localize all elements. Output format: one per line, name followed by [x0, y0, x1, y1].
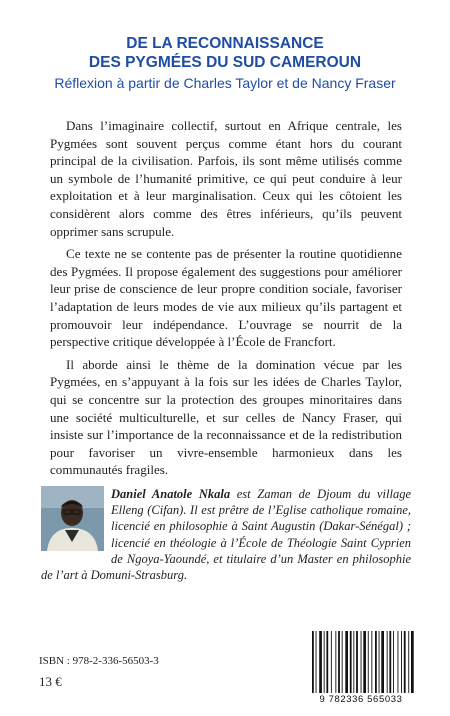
author-photo [41, 486, 104, 551]
summary-paragraph-2: Ce texte ne se contente pas de présenter la routine quotidienne des Pygmées. Il propose également des suggestions pour améliorer leur prise de conscience de leur propre condition sociale, favoriser l’adaptation de leurs modes de vie aux milieux qu’ils partagent et promouvoir leur indépendance. L’ouvrage se nourrit de la perspective critique développée à l’École de Francfort. [50, 246, 402, 350]
book-subtitle: Réflexion à partir de Charles Taylor et de Nancy Fraser [54, 75, 396, 91]
barcode-digits: 9 782336 565033 [319, 694, 403, 705]
summary-text [50, 117, 402, 484]
isbn: ISBN : 978-2-336-56503-3 [39, 655, 159, 667]
author-name: Daniel Anatole Nkala [111, 487, 231, 501]
price: 13 € [39, 674, 62, 689]
book-title [0, 34, 450, 72]
title-line-1: DE LA RECONNAISSANCE [126, 35, 324, 52]
summary-paragraph-1: Dans l’imaginaire collectif, surtout en Afrique centrale, les Pygmées sont souvent perçus comme étant hors du courant principal de la civilisation. Parfois, ils sont même utilisés comme un symbole de l’humanité primitive, ce qui peut conduire à leur exploitation et à leur marginalisation. Ceux qui les côtoient les considèrent alors comme des êtres inférieurs, qu’ils peuvent opprimer sans scrupule. [50, 118, 402, 239]
summary-paragraph-3: Il aborde ainsi le thème de la domination vécue par les Pygmées, en s’appuyant à la fois sur les idées de Charles Taylor, qui se concentre sur la protection des groupes minoritaires dans une société multiculturelle, et sur celles de Nancy Fraser, qui insiste sur l’importance de la reconnaissance et de la redistribution pour favoriser un vivre-ensemble harmonieux dans les communautés fragiles. [50, 356, 402, 478]
author-bio [41, 486, 411, 583]
title-line-2: DES PYGMÉES DU SUD CAMEROUN [88, 54, 362, 71]
author-bio-text: est Zaman de Djoum du village Elleng (Cifan). Il est prêtre de l’Eglise catholique romaine, licencié en philosophie à Saint Augustin (Dakar-Sénégal) ; licencié en théologie à l’École de Théologie Saint Cyprien de Ngoya-Yaoundé, et titulaire d’un Master en philosophie de l’art à Domuni-Strasburg. [41, 487, 411, 583]
barcode [310, 631, 415, 695]
